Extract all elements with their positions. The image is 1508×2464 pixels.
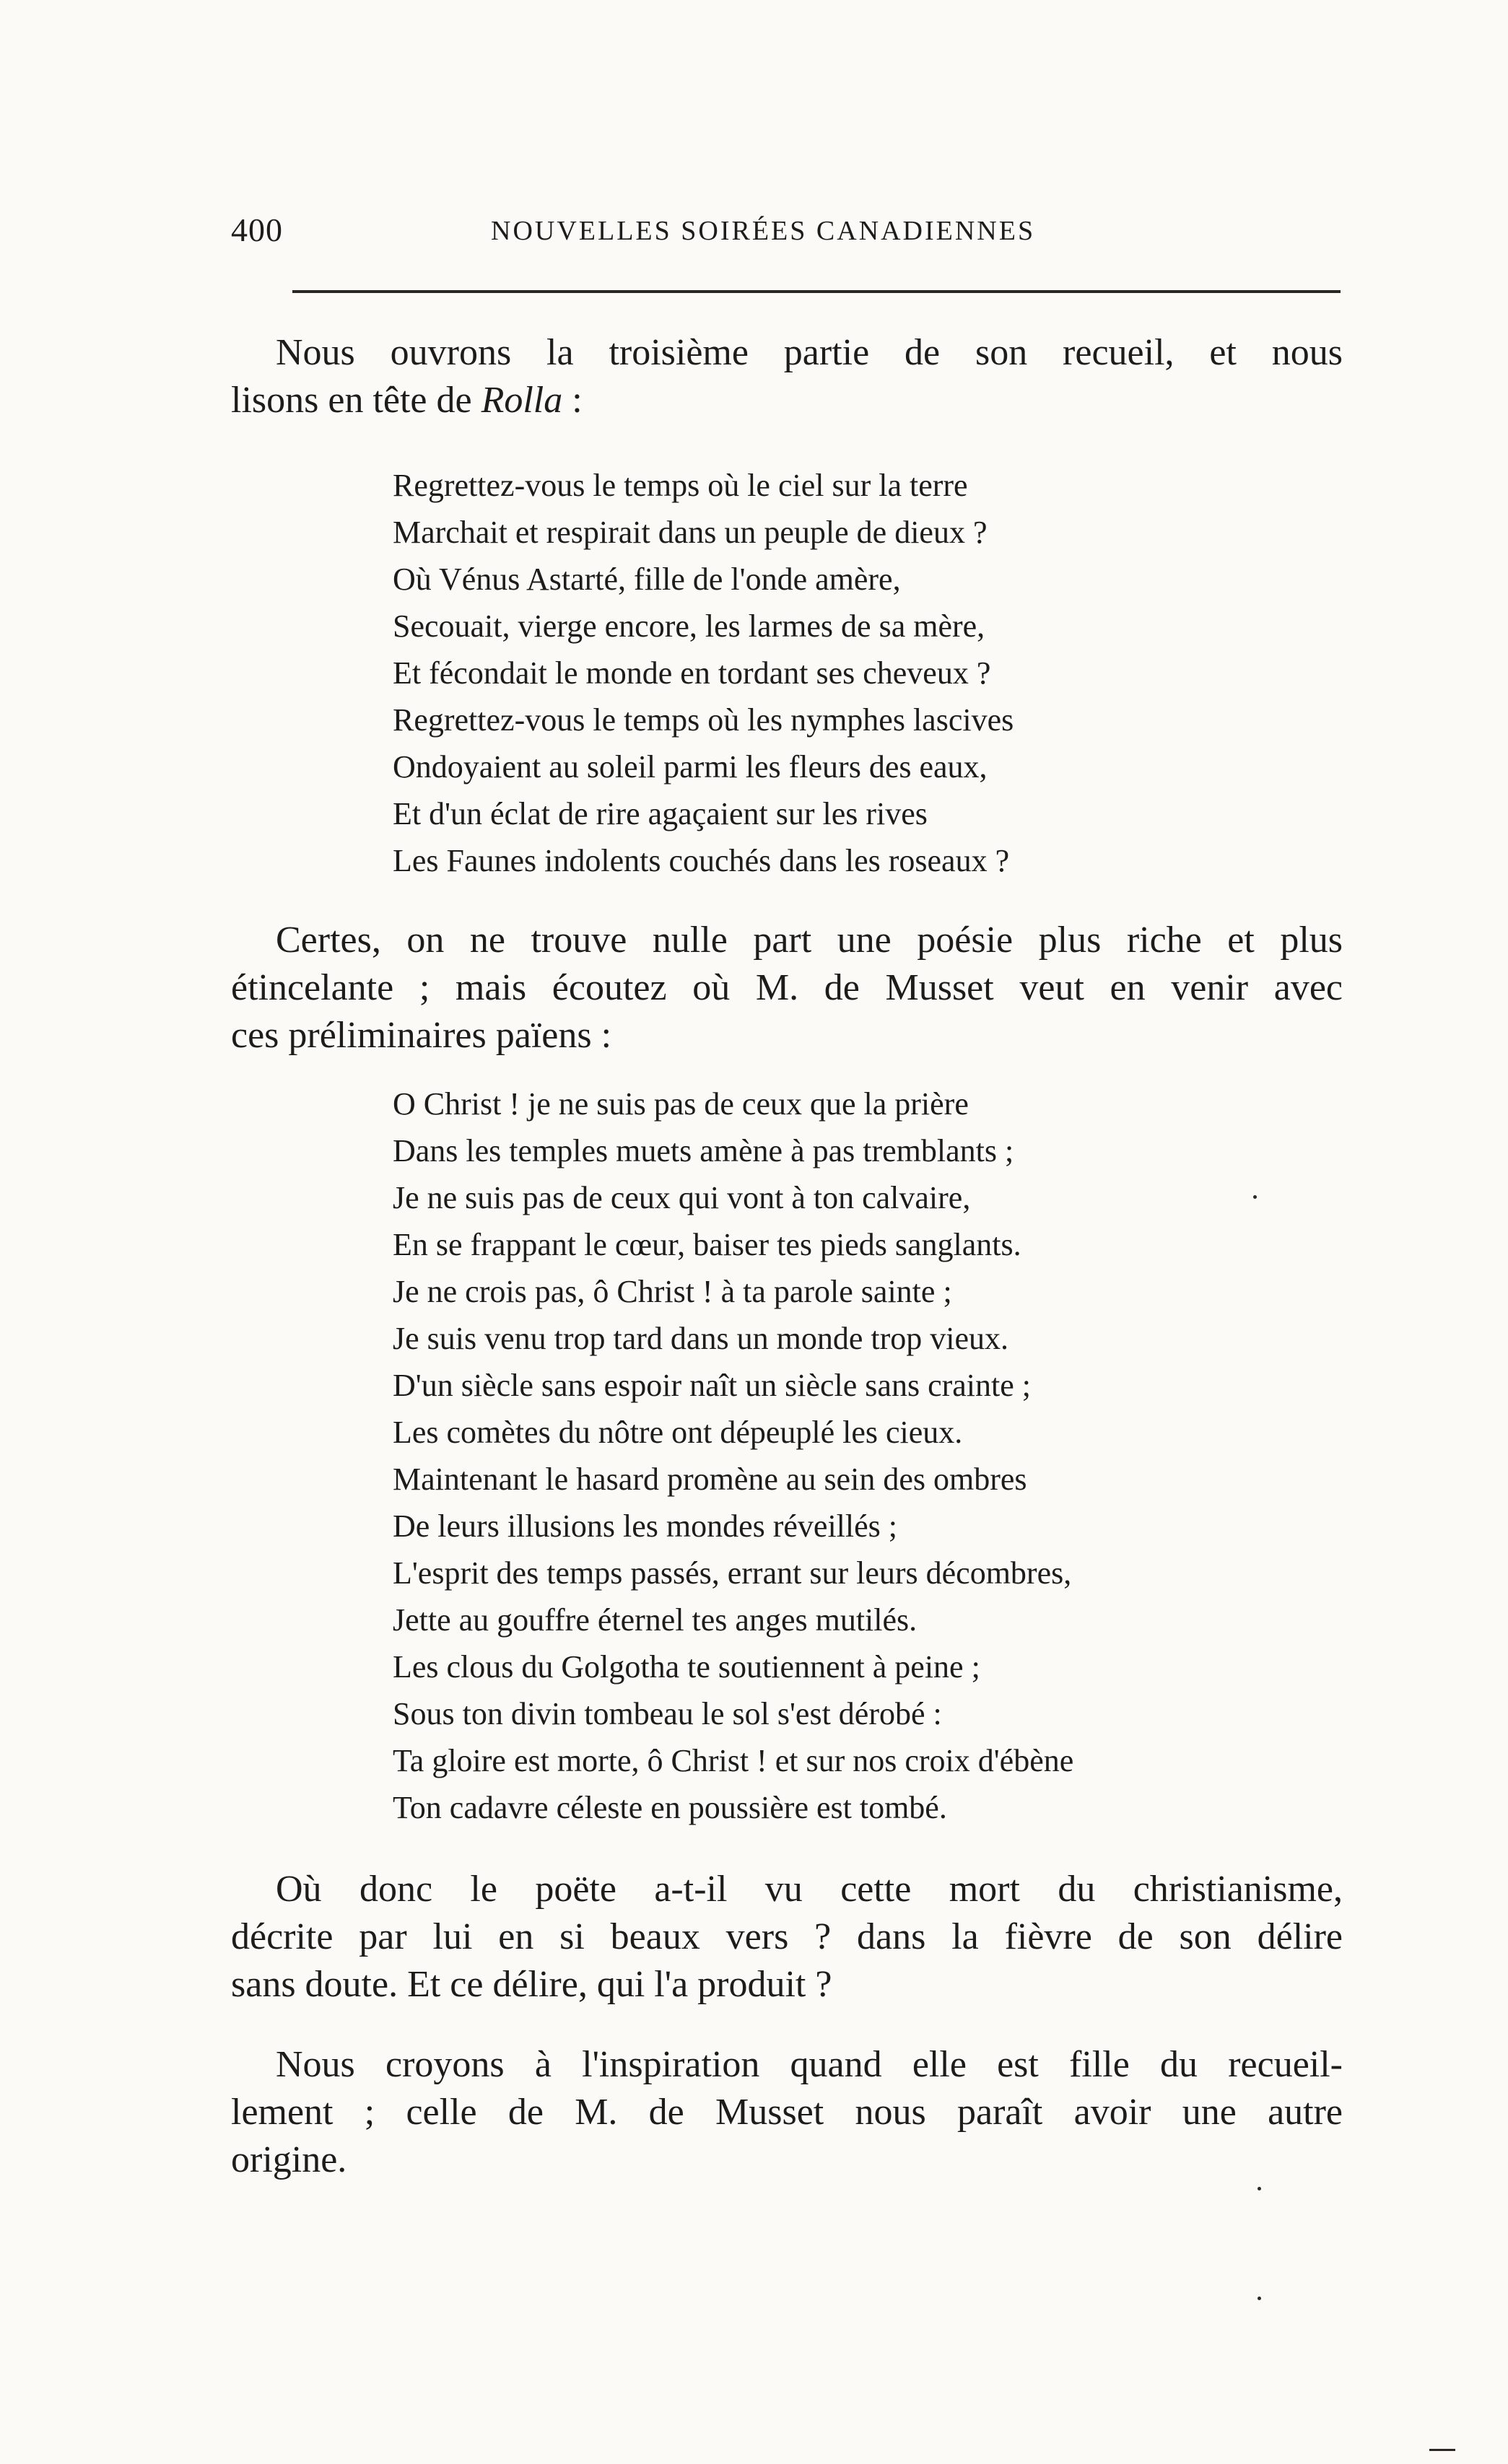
- verse-line: O Christ ! je ne suis pas de ceux que la prière: [393, 1086, 969, 1122]
- verse-line: Jette au gouffre éternel tes anges mutilés.: [393, 1602, 918, 1638]
- verse-line: Dans les temples muets amène à pas tremblants ;: [393, 1133, 1014, 1168]
- print-speck: [1258, 2187, 1261, 2190]
- paragraph-line: Où donc le poëte a-t-il vu cette mort du christianisme,: [276, 1869, 1343, 1910]
- paragraph-line: origine.: [231, 2139, 347, 2180]
- poem-excerpt-christ: [393, 1080, 1073, 1831]
- verse-line: Et d'un éclat de rire agaçaient sur les rives: [393, 796, 928, 831]
- verse-line: Les comètes du nôtre ont dépeuplé les cieux.: [393, 1415, 963, 1450]
- paragraph-line: décrite par lui en si beaux vers ? dans la fièvre de son délire: [231, 1916, 1343, 1957]
- verse-line: Les clous du Golgotha te soutiennent à peine ;: [393, 1649, 980, 1685]
- verse-line: Ton cadavre céleste en poussière est tombé.: [393, 1790, 947, 1825]
- paragraph-line: lement ; celle de M. de Musset nous paraît avoir une autre: [231, 2092, 1343, 2133]
- verse-line: En se frappant le cœur, baiser tes pieds sanglants.: [393, 1227, 1021, 1262]
- paragraph-commentary: [231, 917, 1343, 1060]
- poem-title: Rolla: [481, 380, 563, 421]
- paragraph-line: Certes, on ne trouve nulle part une poésie plus riche et plus: [276, 919, 1343, 961]
- paragraph-line: Nous ouvrons la troisième partie de son recueil, et nous: [276, 332, 1343, 373]
- edge-mark: [1429, 2449, 1455, 2451]
- paragraph-line: ces préliminaires païens :: [231, 1015, 612, 1056]
- verse-line: Où Vénus Astarté, fille de l'onde amère,: [393, 562, 901, 597]
- verse-line: L'esprit des temps passés, errant sur leurs décombres,: [393, 1555, 1072, 1591]
- verse-line: De leurs illusions les mondes réveillés ;: [393, 1508, 897, 1544]
- page-number: 400: [231, 211, 283, 248]
- paragraph-line: étincelante ; mais écoutez où M. de Musset veut en venir avec: [231, 967, 1343, 1008]
- verse-line: Ta gloire est morte, ô Christ ! et sur nos croix d'ébène: [393, 1743, 1074, 1778]
- paragraph-text: :: [562, 380, 583, 421]
- verse-line: Ondoyaient au soleil parmi les fleurs des eaux,: [393, 749, 988, 785]
- verse-line: Et fécondait le monde en tordant ses cheveux ?: [393, 655, 991, 691]
- paragraph-intro: [231, 329, 1343, 424]
- paragraph-text: lisons en tête de: [231, 380, 481, 421]
- verse-line: Marchait et respirait dans un peuple de dieux ?: [393, 515, 988, 550]
- paragraph-line: Nous croyons à l'inspiration quand elle est fille du recueil-: [276, 2044, 1343, 2085]
- verse-line: Je ne suis pas de ceux qui vont à ton calvaire,: [393, 1180, 971, 1215]
- print-speck: [1258, 2297, 1261, 2300]
- verse-line: Regrettez-vous le temps où les nymphes lascives: [393, 702, 1014, 738]
- verse-line: Les Faunes indolents couchés dans les roseaux ?: [393, 843, 1010, 878]
- verse-line: Je suis venu trop tard dans un monde trop vieux.: [393, 1321, 1008, 1356]
- page-header: [231, 211, 1350, 261]
- verse-line: Sous ton divin tombeau le sol s'est dérobé :: [393, 1696, 942, 1731]
- verse-line: Je ne crois pas, ô Christ ! à ta parole sainte ;: [393, 1274, 952, 1309]
- verse-line: D'un siècle sans espoir naît un siècle sans crainte ;: [393, 1368, 1031, 1403]
- verse-line: Regrettez-vous le temps où le ciel sur la terre: [393, 468, 968, 503]
- paragraph-line: sans doute. Et ce délire, qui l'a produit ?: [231, 1964, 832, 2005]
- paragraph-conclusion: [231, 2041, 1343, 2184]
- running-title: NOUVELLES SOIRÉES CANADIENNES: [491, 216, 1036, 246]
- verse-line: Maintenant le hasard promène au sein des ombres: [393, 1462, 1027, 1497]
- verse-line: Secouait, vierge encore, les larmes de sa mère,: [393, 608, 985, 644]
- print-speck: [1253, 1195, 1257, 1199]
- poem-excerpt-rolla: [393, 462, 1014, 884]
- paragraph-question: [231, 1866, 1343, 2009]
- header-rule: [292, 290, 1341, 293]
- paragraph-line: [231, 377, 1343, 424]
